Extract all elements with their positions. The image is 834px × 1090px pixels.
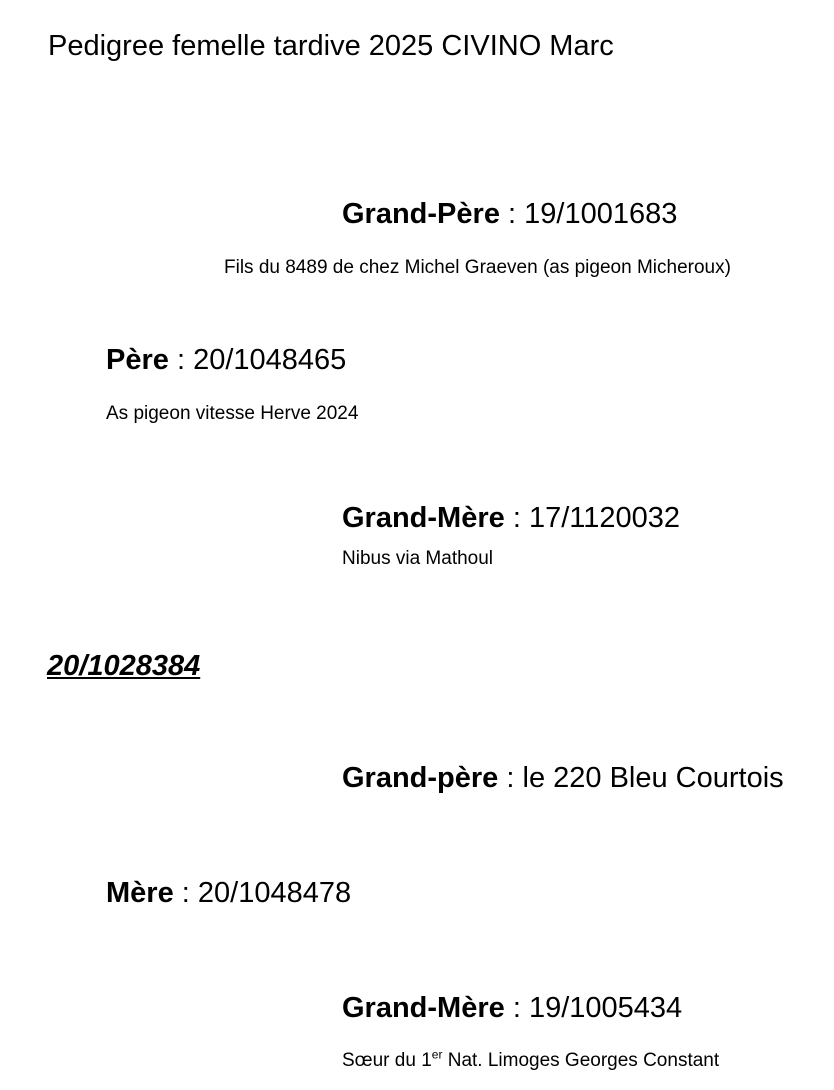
maternal-grandmother-separator: : <box>504 992 529 1024</box>
paternal-grandfather-separator: : <box>499 198 525 230</box>
paternal-grandfather-ring: 19/1001683 <box>524 198 678 230</box>
maternal-grandmother-ring: 19/1005434 <box>528 992 683 1024</box>
father-note: As pigeon vitesse Herve 2024 <box>106 403 359 424</box>
maternal-grandmother-note-suffix: Nat. Limoges Georges Constant <box>442 1050 720 1071</box>
maternal-grandfather-separator: : <box>498 762 523 794</box>
maternal-grandmother-note <box>342 1047 720 1072</box>
paternal-grandfather-entry <box>342 198 677 231</box>
paternal-grandfather-note: Fils du 8489 de chez Michel Graeven (as pigeon Micheroux) <box>224 257 731 278</box>
father-entry <box>106 344 346 377</box>
mother-separator: : <box>173 877 198 909</box>
maternal-grandmother-note-sup: er <box>431 1047 443 1062</box>
maternal-grandfather-role: Grand-père <box>342 762 499 794</box>
maternal-grandfather-entry <box>342 762 784 795</box>
paternal-grandmother-entry <box>342 502 680 535</box>
subject-ring: 20/1028384 <box>47 650 201 682</box>
maternal-grandmother-note-prefix: Sœur du 1 <box>342 1050 432 1071</box>
maternal-grandmother-entry <box>342 992 682 1025</box>
paternal-grandmother-separator: : <box>504 502 529 534</box>
paternal-grandfather-role: Grand-Père <box>342 198 500 230</box>
paternal-grandmother-note: Nibus via Mathoul <box>342 548 494 569</box>
mother-ring: 20/1048478 <box>197 877 352 909</box>
father-separator: : <box>168 344 194 376</box>
page-title: Pedigree femelle tardive 2025 CIVINO Marc <box>48 30 614 62</box>
maternal-grandmother-role: Grand-Mère <box>342 992 505 1024</box>
father-role: Père <box>106 344 169 376</box>
maternal-grandfather-ring: le 220 Bleu Courtois <box>522 762 784 794</box>
mother-entry <box>106 877 351 910</box>
paternal-grandmother-ring: 17/1120032 <box>528 502 680 534</box>
paternal-grandmother-role: Grand-Mère <box>342 502 505 534</box>
father-ring: 20/1048465 <box>193 344 347 376</box>
mother-role: Mère <box>106 877 174 909</box>
